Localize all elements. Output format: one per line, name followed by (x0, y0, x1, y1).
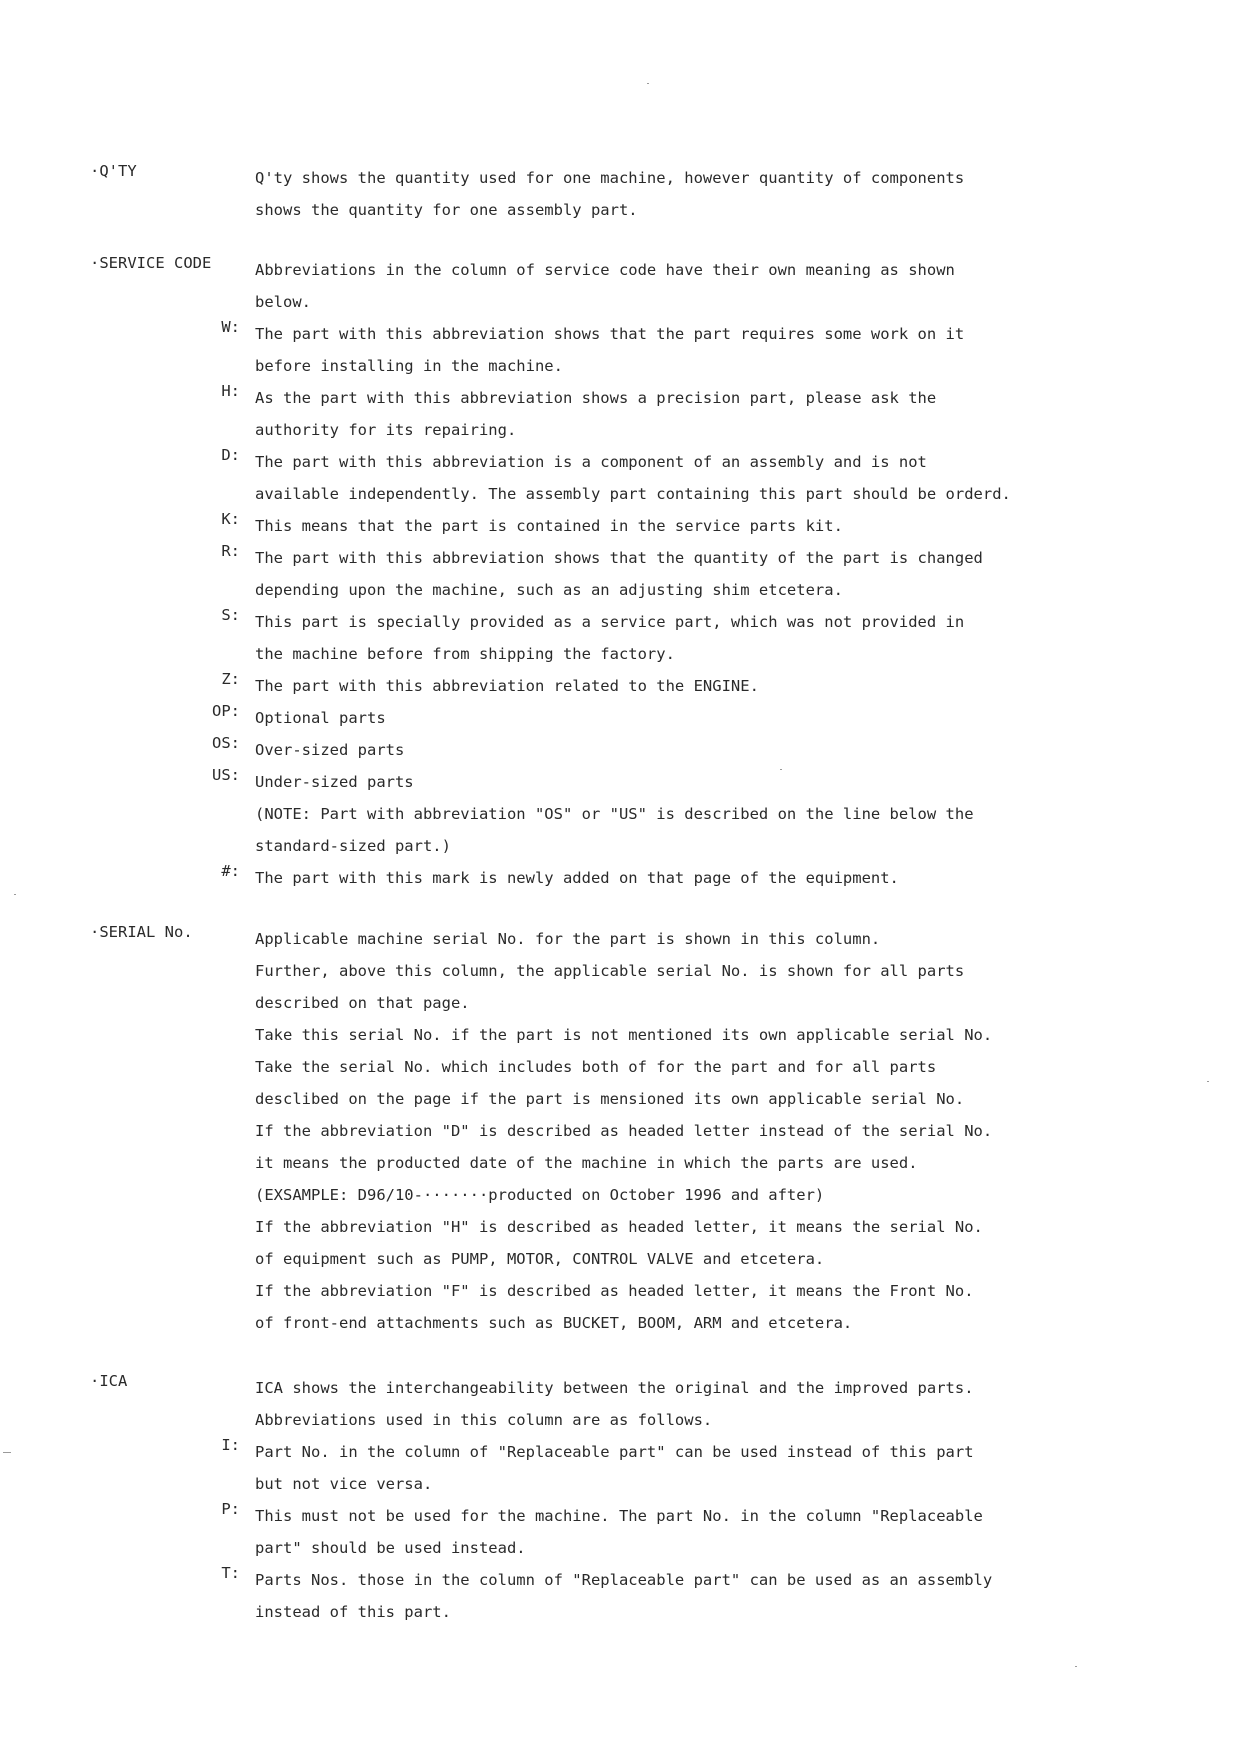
scan-speck (1207, 1081, 1209, 1082)
service-code-item-new-mark (221, 862, 1095, 894)
service-code-label: R: (221, 542, 240, 560)
service-code-label: H: (221, 382, 240, 400)
service-code-item-w (221, 318, 1095, 382)
service-code-item-line: The part with this abbreviation shows that the part requires some work on it (255, 325, 965, 343)
serial-no-line: If the abbreviation "F" is described as headed letter, it means the Front No. (255, 1282, 974, 1300)
service-code-item-line: The part with this abbreviation is a component of an assembly and is not (255, 453, 927, 471)
qty-description (255, 162, 1095, 226)
serial-no-line: desclibed on the page if the part is mensioned its own applicable serial No. (255, 1090, 965, 1108)
ica-intro-line: Abbreviations used in this column are as follows. (255, 1411, 713, 1429)
service-code-item-line: the machine before from shipping the factory. (255, 645, 675, 663)
service-code-item-d (221, 446, 1095, 510)
service-code-label: #: (221, 862, 240, 880)
service-code-label: US: (212, 766, 240, 784)
service-code-item-line: before installing in the machine. (255, 357, 563, 375)
service-code-item-h (221, 382, 1095, 446)
service-code-item-line: Under-sized parts (255, 773, 414, 791)
service-code-label: OS: (212, 734, 240, 752)
service-code-item-line: The part with this abbreviation related to the ENGINE. (255, 677, 759, 695)
service-code-item-os (212, 734, 1095, 766)
service-code-item-line: This part is specially provided as a service part, which was not provided in (255, 613, 965, 631)
ica-code-label: I: (221, 1436, 240, 1454)
service-code-item-line: This means that the part is contained in the service parts kit. (255, 517, 843, 535)
qty-line: shows the quantity for one assembly part. (255, 201, 638, 219)
ica-item-line: instead of this part. (255, 1603, 451, 1621)
scan-speck (14, 894, 16, 895)
ica-item-i (221, 1436, 1095, 1500)
service-code-item-line: The part with this abbreviation shows that the quantity of the part is changed (255, 549, 983, 567)
service-code-intro-line: Abbreviations in the column of service code have their own meaning as shown (255, 261, 955, 279)
ica-intro-line: ICA shows the interchangeability between the original and the improved parts. (255, 1379, 974, 1397)
service-code-description (212, 254, 1095, 894)
ica-item-line: part" should be used instead. (255, 1539, 526, 1557)
serial-no-line: If the abbreviation "D" is described as headed letter instead of the serial No. (255, 1122, 993, 1140)
ica-item-line: This must not be used for the machine. The part No. in the column "Replaceable (255, 1507, 983, 1525)
service-code-item-s (221, 606, 1095, 670)
service-code-label: S: (221, 606, 240, 624)
ica-item-line: Parts Nos. those in the column of "Replaceable part" can be used as an assembly (255, 1571, 993, 1589)
serial-no-term: ·SERIAL No. (90, 923, 193, 941)
serial-no-line: Take this serial No. if the part is not mentioned its own applicable serial No. (255, 1026, 993, 1044)
service-code-term: ·SERVICE CODE (90, 254, 212, 272)
ica-item-line: Part No. in the column of "Replaceable part" can be used instead of this part (255, 1443, 974, 1461)
service-code-label: W: (221, 318, 240, 336)
service-code-label: K: (221, 510, 240, 528)
service-code-item-line: Over-sized parts (255, 741, 405, 759)
scan-speck (647, 83, 649, 84)
serial-no-line: of equipment such as PUMP, MOTOR, CONTROL VALVE and etcetera. (255, 1250, 825, 1268)
service-code-item-line: The part with this mark is newly added on that page of the equipment. (255, 869, 899, 887)
serial-no-line: it means the producted date of the machine in which the parts are used. (255, 1154, 918, 1172)
serial-no-line: If the abbreviation "H" is described as headed letter, it means the serial No. (255, 1218, 983, 1236)
service-code-item-line: depending upon the machine, such as an adjusting shim etcetera. (255, 581, 843, 599)
serial-no-line: described on that page. (255, 994, 470, 1012)
service-code-item-z (221, 670, 1095, 702)
ica-item-line: but not vice versa. (255, 1475, 433, 1493)
service-code-label: OP: (212, 702, 240, 720)
service-code-item-line: standard-sized part.) (255, 837, 451, 855)
qty-term: ·Q'TY (90, 162, 137, 180)
ica-description (221, 1372, 1095, 1628)
service-code-label: Z: (221, 670, 240, 688)
service-code-item-line: available independently. The assembly part containing this part should be orderd. (255, 485, 1011, 503)
qty-line: Q'ty shows the quantity used for one machine, however quantity of components (255, 169, 965, 187)
serial-no-line: Take the serial No. which includes both of for the part and for all parts (255, 1058, 937, 1076)
scan-speck (3, 1452, 11, 1453)
service-code-item-line: (NOTE: Part with abbreviation "OS" or "US" is described on the line below the (255, 805, 974, 823)
service-code-item-line: Optional parts (255, 709, 386, 727)
serial-no-line: Applicable machine serial No. for the part is shown in this column. (255, 930, 881, 948)
ica-code-label: P: (221, 1500, 240, 1518)
service-code-item-us (212, 766, 1095, 862)
service-code-item-line: authority for its repairing. (255, 421, 517, 439)
scan-speck (1075, 1666, 1077, 1667)
ica-term: ·ICA (90, 1372, 128, 1390)
ica-item-p (221, 1500, 1095, 1564)
serial-no-line: of front-end attachments such as BUCKET, BOOM, ARM and etcetera. (255, 1314, 853, 1332)
serial-no-line: Further, above this column, the applicable serial No. is shown for all parts (255, 962, 965, 980)
ica-item-t (221, 1564, 1095, 1628)
serial-no-line: (EXSAMPLE: D96/10-·······producted on October 1996 and after) (255, 1186, 825, 1204)
service-code-intro-line: below. (255, 293, 311, 311)
service-code-item-k (221, 510, 1095, 542)
ica-code-label: T: (221, 1564, 240, 1582)
service-code-item-line: As the part with this abbreviation shows a precision part, please ask the (255, 389, 937, 407)
serial-no-description (255, 923, 1095, 1339)
service-code-item-r (221, 542, 1095, 606)
service-code-item-op (212, 702, 1095, 734)
service-code-label: D: (221, 446, 240, 464)
